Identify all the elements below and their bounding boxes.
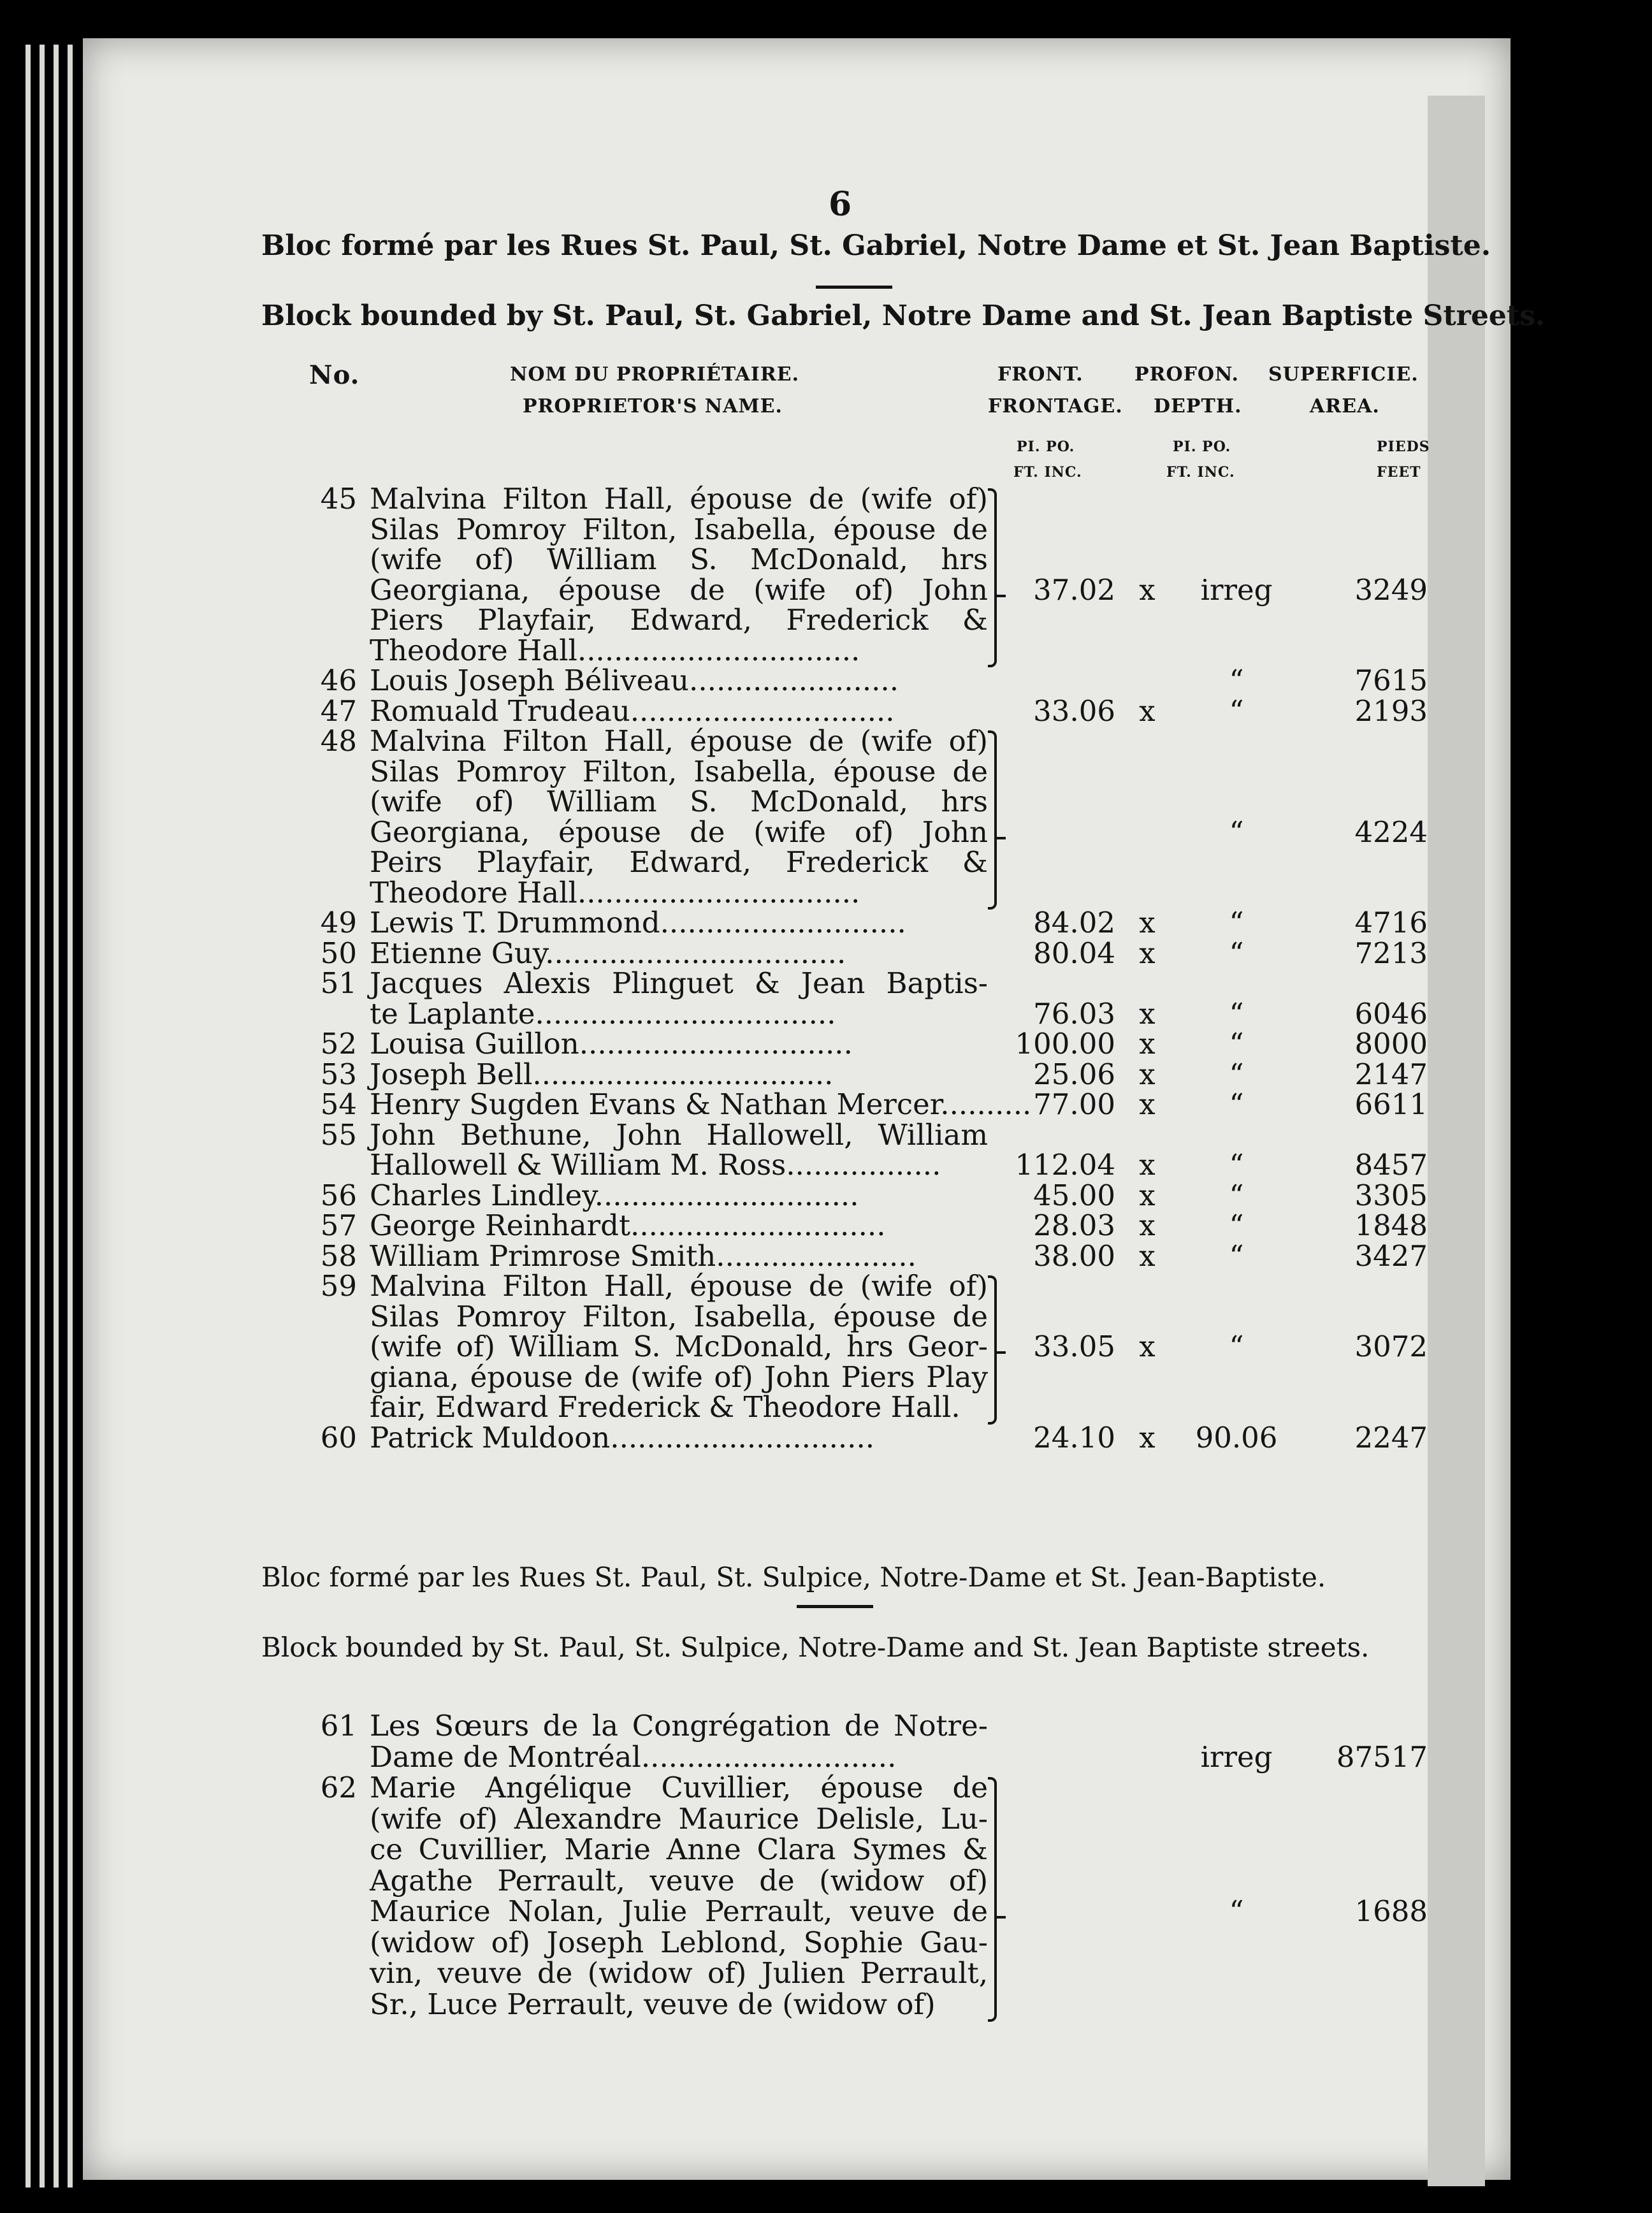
- name-line: Louis Joseph Béliveau.......................: [370, 664, 899, 697]
- depth-value: “: [1229, 996, 1244, 1031]
- lot-number: 55: [320, 1117, 357, 1152]
- name-line: Louisa Guillon..............................: [370, 1027, 853, 1061]
- name-line: Malvina Filton Hall, épouse de (wife of): [370, 724, 988, 758]
- area-value: 2193: [1354, 693, 1428, 728]
- name-line: Sr., Luce Perrault, veuve de (widow of): [370, 1987, 936, 2021]
- times-sign: x: [1139, 693, 1156, 728]
- frontage-value: 77.00: [1033, 1087, 1115, 1121]
- col-depth-fr: PROFON.: [1134, 363, 1240, 386]
- lot-number: 49: [320, 906, 357, 940]
- col-name-en: PROPRIETOR'S NAME.: [523, 395, 783, 417]
- divider-rule-2: [797, 1605, 873, 1608]
- area-value: 2247: [1354, 1420, 1428, 1455]
- proprietor-name: [370, 1087, 1032, 1121]
- depth-value: “: [1229, 1330, 1244, 1363]
- name-line: (wife of) William S. McDonald, hrs: [370, 542, 988, 576]
- lot-number: 61: [320, 1709, 357, 1743]
- section1-title-fr: Bloc formé par les Rues St. Paul, St. Gabriel, Notre Dame et St. Jean Baptiste.: [261, 229, 1491, 262]
- name-line: giana, épouse de (wife of) John Piers Play: [370, 1360, 988, 1394]
- proprietor-name: [370, 1269, 988, 1424]
- area-value: 3427: [1354, 1238, 1428, 1273]
- proprietor-name: [370, 1029, 988, 1060]
- document-page: [83, 38, 1546, 2180]
- lot-number: 58: [320, 1238, 357, 1273]
- name-line: (widow of) Joseph Leblond, Sophie Gau-: [370, 1925, 988, 1959]
- name-line: Silas Pomroy Filton, Isabella, épouse de: [370, 754, 988, 788]
- times-sign: x: [1139, 1027, 1156, 1061]
- frontage-value: 112.04: [1015, 1148, 1115, 1182]
- section2-title-fr: Bloc formé par les Rues St. Paul, St. Sulpice, Notre-Dame et St. Jean-Baptiste.: [261, 1562, 1326, 1593]
- lot-number: 56: [320, 1178, 357, 1212]
- name-line: te Laplante.................................: [370, 996, 836, 1031]
- lot-number: 50: [320, 936, 357, 970]
- area-value: 4224: [1354, 815, 1428, 849]
- proprietor-name: [370, 1117, 988, 1182]
- name-line: Lewis T. Drummond...........................: [370, 906, 906, 940]
- frontage-value: 28.03: [1033, 1208, 1115, 1242]
- name-line: ce Cuvillier, Marie Anne Clara Symes &: [370, 1832, 988, 1866]
- frontage-value: 25.06: [1033, 1057, 1115, 1091]
- area-value: 1848: [1354, 1208, 1428, 1242]
- grouping-brace: [988, 1777, 997, 2022]
- depth-value: irreg: [1200, 1739, 1273, 1774]
- col-area-en: AREA.: [1310, 395, 1380, 417]
- name-line: Peirs Playfair, Edward, Frederick &: [370, 845, 988, 879]
- name-line: Piers Playfair, Edward, Frederick &: [370, 603, 988, 637]
- name-line: Malvina Filton Hall, épouse de (wife of): [370, 482, 988, 516]
- area-value: 3249: [1354, 572, 1428, 607]
- lot-number: 46: [320, 664, 357, 697]
- times-sign: x: [1139, 1238, 1156, 1273]
- name-line: Les Sœurs de la Congrégation de Notre-: [370, 1709, 988, 1743]
- binding-edge: [0, 0, 83, 2213]
- depth-value: “: [1229, 1087, 1244, 1121]
- lot-number: 62: [320, 1771, 357, 1804]
- frontage-value: 33.06: [1033, 693, 1115, 728]
- name-line: Theodore Hall...............................: [370, 633, 860, 667]
- proprietor-name: [370, 724, 988, 910]
- depth-value: “: [1229, 664, 1244, 697]
- proprietor-name: [370, 693, 988, 728]
- lot-number: 52: [320, 1027, 357, 1061]
- name-line: Henry Sugden Evans & Nathan Mercer..........: [370, 1087, 1032, 1121]
- depth-value: “: [1229, 1027, 1244, 1061]
- name-line: William Primrose Smith......................: [370, 1238, 917, 1273]
- area-value: 7213: [1354, 936, 1428, 970]
- proprietor-name: [370, 966, 988, 1031]
- name-line: fair, Edward Frederick & Theodore Hall.: [370, 1390, 960, 1424]
- front-units-en: FT. INC.: [1013, 464, 1082, 481]
- name-line: Etienne Guy.................................: [370, 936, 846, 970]
- name-line: Charles Lindley.............................: [370, 1178, 859, 1212]
- name-line: Hallowell & William M. Ross.................: [370, 1148, 941, 1182]
- name-line: Malvina Filton Hall, épouse de (wife of): [370, 1269, 988, 1303]
- name-line: Maurice Nolan, Julie Perrault, veuve de: [370, 1894, 988, 1928]
- name-line: Silas Pomroy Filton, Isabella, épouse de: [370, 512, 988, 546]
- depth-value: “: [1229, 1178, 1244, 1212]
- name-line: Agathe Perrault, veuve de (widow of): [370, 1863, 988, 1897]
- times-sign: x: [1139, 996, 1156, 1031]
- frontage-value: 100.00: [1015, 1027, 1115, 1061]
- lot-number: 45: [320, 482, 357, 516]
- grouping-brace: [988, 730, 997, 910]
- proprietor-name: [370, 1208, 988, 1242]
- lot-number: 59: [320, 1269, 357, 1303]
- page-edge-shadow: [1428, 96, 1485, 2186]
- lot-number: 60: [320, 1420, 357, 1455]
- frontage-value: 38.00: [1033, 1238, 1115, 1273]
- name-line: (wife of) Alexandre Maurice Delisle, Lu-: [370, 1801, 988, 1836]
- depth-value: 90.06: [1195, 1420, 1278, 1455]
- depth-value: “: [1229, 1894, 1244, 1928]
- proprietor-name: [370, 936, 988, 970]
- proprietor-name: [370, 666, 988, 697]
- times-sign: x: [1139, 1208, 1156, 1242]
- times-sign: x: [1139, 1420, 1156, 1455]
- proprietor-name: [370, 1238, 988, 1273]
- area-value: 8457: [1354, 1148, 1428, 1182]
- times-sign: x: [1139, 1057, 1156, 1091]
- section2-title-en: Block bounded by St. Paul, St. Sulpice, Notre-Dame and St. Jean Baptiste streets.: [261, 1632, 1370, 1663]
- col-area-fr: SUPERFICIE.: [1268, 363, 1419, 386]
- times-sign: x: [1139, 1148, 1156, 1182]
- area-value: 8000: [1354, 1027, 1428, 1061]
- depth-value: “: [1229, 693, 1244, 728]
- frontage-value: 76.03: [1033, 996, 1115, 1031]
- area-value: 2147: [1354, 1057, 1428, 1091]
- name-line: Patrick Muldoon.............................: [370, 1420, 875, 1455]
- proprietor-name: [370, 1178, 988, 1212]
- divider-rule: [816, 286, 892, 289]
- name-line: Georgiana, épouse de (wife of) John: [370, 815, 988, 849]
- col-front-fr: FRONT.: [997, 363, 1083, 386]
- name-line: Georgiana, épouse de (wife of) John: [370, 572, 988, 607]
- area-value: 3072: [1354, 1330, 1428, 1363]
- area-units-en: FEET: [1377, 464, 1421, 481]
- depth-value: “: [1229, 1238, 1244, 1273]
- lot-number: 51: [320, 966, 357, 1000]
- name-line: Silas Pomroy Filton, Isabella, épouse de: [370, 1299, 988, 1333]
- times-sign: x: [1139, 572, 1156, 607]
- frontage-value: 84.02: [1033, 906, 1115, 940]
- depth-value: “: [1229, 1148, 1244, 1182]
- frontage-value: 37.02: [1033, 572, 1115, 607]
- name-line: Joseph Bell.................................: [370, 1057, 834, 1091]
- proprietor-name: [370, 484, 988, 666]
- depth-units-fr: PI. PO.: [1173, 439, 1231, 455]
- depth-value: “: [1229, 1208, 1244, 1242]
- proprietor-name: [370, 1057, 988, 1091]
- times-sign: x: [1139, 1087, 1156, 1121]
- col-no: No.: [309, 360, 360, 390]
- name-line: Jacques Alexis Plinguet & Jean Baptis-: [370, 966, 988, 1000]
- lot-number: 47: [320, 693, 357, 728]
- depth-value: “: [1229, 936, 1244, 970]
- lot-number: 57: [320, 1208, 357, 1242]
- area-value: 1688: [1354, 1894, 1428, 1928]
- page-number: 6: [829, 185, 852, 224]
- area-value: 6611: [1354, 1087, 1428, 1121]
- area-value: 6046: [1354, 996, 1428, 1031]
- area-value: 3305: [1354, 1178, 1428, 1212]
- name-line: Marie Angélique Cuvillier, épouse de: [370, 1771, 988, 1804]
- grouping-brace: [988, 488, 997, 667]
- col-front-en: FRONTAGE.: [988, 395, 1123, 417]
- lot-number: 54: [320, 1087, 357, 1121]
- depth-value: “: [1229, 815, 1244, 849]
- depth-units-en: FT. INC.: [1166, 464, 1235, 481]
- frontage-value: 80.04: [1033, 936, 1115, 970]
- lot-number: 53: [320, 1057, 357, 1091]
- name-line: George Reinhardt............................: [370, 1208, 886, 1242]
- col-name-fr: NOM DU PROPRIÉTAIRE.: [510, 363, 800, 386]
- proprietor-name: [370, 1773, 988, 2021]
- name-line: (wife of) William S. McDonald, hrs Geor-: [370, 1330, 988, 1363]
- times-sign: x: [1139, 1330, 1156, 1363]
- frontage-value: 24.10: [1033, 1420, 1115, 1455]
- proprietor-name: [370, 908, 988, 939]
- name-line: vin, veuve de (widow of) Julien Perrault,: [370, 1956, 988, 1990]
- section1-title-en: Block bounded by St. Paul, St. Gabriel, Notre Dame and St. Jean Baptiste Streets.: [261, 300, 1546, 332]
- area-value: 87517: [1336, 1739, 1428, 1774]
- times-sign: x: [1139, 1178, 1156, 1212]
- col-depth-en: DEPTH.: [1154, 395, 1242, 417]
- times-sign: x: [1139, 906, 1156, 940]
- name-line: Romuald Trudeau.............................: [370, 693, 895, 728]
- depth-value: “: [1229, 906, 1244, 940]
- area-value: 4716: [1354, 906, 1428, 940]
- name-line: Theodore Hall...............................: [370, 875, 860, 910]
- front-units-fr: PI. PO.: [1017, 439, 1075, 455]
- name-line: (wife of) William S. McDonald, hrs: [370, 785, 988, 818]
- depth-value: irreg: [1200, 572, 1273, 607]
- depth-value: “: [1229, 1057, 1244, 1091]
- lot-number: 48: [320, 724, 357, 758]
- area-value: 7615: [1354, 664, 1428, 697]
- frontage-value: 33.05: [1033, 1330, 1115, 1363]
- area-units-fr: PIEDS: [1377, 439, 1430, 455]
- name-line: Dame de Montréal............................: [370, 1739, 897, 1774]
- name-line: John Bethune, John Hallowell, William: [370, 1117, 988, 1152]
- proprietor-name: [370, 1711, 988, 1773]
- times-sign: x: [1139, 936, 1156, 970]
- proprietor-name: [370, 1420, 988, 1455]
- frontage-value: 45.00: [1033, 1178, 1115, 1212]
- grouping-brace: [988, 1275, 997, 1425]
